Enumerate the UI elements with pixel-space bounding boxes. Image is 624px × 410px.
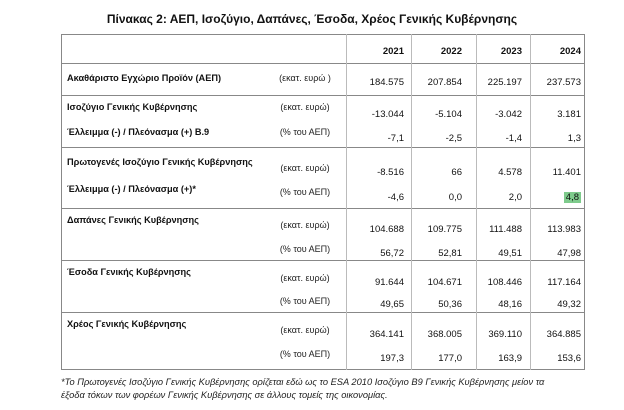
row-unit: (εκατ. ευρώ)	[280, 220, 330, 230]
row-label: Χρέος Γενικής Κυβέρνησης	[67, 319, 187, 329]
year-header: 2024	[559, 46, 581, 57]
divider	[61, 208, 585, 209]
row-unit: (εκατ. ευρώ)	[280, 102, 330, 112]
table-cell: 91.644	[374, 277, 404, 288]
table-cell: 117.164	[547, 277, 581, 288]
row-unit: (εκατ. ευρώ )	[279, 73, 331, 83]
row-unit: (% του ΑΕΠ)	[279, 349, 331, 359]
footnote-line: έξοδα τόκων των φορέων Γενικής Κυβέρνησης σε άλλους τομείς της οικονομίας.	[61, 390, 388, 400]
row-unit: (% του ΑΕΠ)	[279, 187, 331, 197]
table-cell: 237.573	[546, 77, 581, 88]
divider	[61, 63, 585, 64]
table-cell: 48,16	[498, 299, 522, 310]
table-cell: 50,36	[438, 299, 462, 310]
table-title: Πίνακας 2: ΑΕΠ, Ισοζύγιο, Δαπάνες, Έσοδα, Χρέος Γενικής Κυβέρνησης	[106, 12, 518, 26]
table-cell: 369.110	[488, 329, 522, 340]
table-cell: 108.446	[487, 277, 522, 288]
row-label: Έλλειμμα (-) / Πλεόνασμα (+) Β.9	[67, 127, 210, 137]
table-cell: 104.671	[427, 277, 462, 288]
table-cell: 197,3	[380, 353, 404, 364]
row-unit: (% του ΑΕΠ)	[279, 244, 331, 254]
year-header: 2022	[440, 46, 462, 57]
table-cell: 109.775	[427, 224, 462, 235]
table-cell: 2,0	[508, 192, 522, 203]
highlight-mark: 4,8	[565, 192, 579, 203]
footnote-line: *Το Πρωτογενές Ισοζύγιο Γενικής Κυβέρνησης ορίζεται εδώ ως το ESA 2010 Ισοζύγιο Β9 Γενικής Κυβέρνησης μείον τα	[61, 377, 545, 387]
footnote	[61, 376, 601, 402]
divider	[61, 147, 585, 148]
table-cell: 56,72	[380, 248, 404, 259]
table-cell: 368.005	[427, 329, 462, 340]
table-cell: 11.401	[552, 167, 581, 178]
row-unit: (% του ΑΕΠ)	[279, 296, 331, 306]
row-label: Δαπάνες Γενικής Κυβέρνησης	[67, 215, 199, 225]
table-cell: 49,51	[498, 248, 522, 259]
table-cell: 364.141	[369, 329, 404, 340]
table-cell: -4,6	[387, 192, 404, 203]
table-cell: 52,81	[438, 248, 462, 259]
year-header: 2023	[500, 46, 522, 57]
row-label: Πρωτογενές Ισοζύγιο Γενικής Κυβέρνησης	[67, 157, 253, 167]
row-unit: (εκατ. ευρώ)	[280, 273, 330, 283]
table-cell-highlighted	[521, 192, 581, 204]
row-unit: (% του ΑΕΠ)	[279, 127, 331, 137]
table-cell: 3.181	[557, 109, 581, 120]
divider	[61, 95, 585, 96]
table-cell: 49,65	[380, 299, 404, 310]
table-cell: -1,4	[505, 133, 522, 144]
table-cell: 47,98	[557, 248, 581, 259]
table-cell: 184.575	[369, 77, 404, 88]
table-cell: -7,1	[387, 133, 404, 144]
table-cell: -3.042	[495, 109, 522, 120]
table-cell: -2,5	[445, 133, 462, 144]
table-cell: 104.688	[369, 224, 404, 235]
table-cell: -13.044	[371, 109, 404, 120]
table-cell: 1,3	[567, 133, 581, 144]
year-header: 2021	[382, 46, 404, 57]
table-cell: 163,9	[498, 353, 522, 364]
divider	[61, 312, 585, 313]
table-cell: -8.516	[377, 167, 404, 178]
row-label: Ισοζύγιο Γενικής Κυβέρνησης	[67, 102, 198, 112]
table-cell: 364.885	[546, 329, 581, 340]
table-cell: 111.488	[489, 224, 522, 235]
divider	[61, 260, 585, 261]
table-cell: 225.197	[487, 77, 522, 88]
table-cell: 207.854	[427, 77, 462, 88]
table-cell: 49,32	[557, 299, 581, 310]
row-label: Ακαθάριστο Εγχώριο Προϊόν (ΑΕΠ)	[67, 73, 222, 83]
table-cell: -5.104	[435, 109, 462, 120]
row-unit: (εκατ. ευρώ)	[280, 163, 330, 173]
table-cell: 177,0	[438, 353, 462, 364]
table-cell: 113.983	[547, 224, 581, 235]
row-label: Έλλειμμα (-) / Πλεόνασμα (+)*	[67, 184, 196, 194]
table-cell: 0,0	[448, 192, 462, 203]
table-cell: 153,6	[557, 353, 581, 364]
row-unit: (εκατ. ευρώ)	[280, 325, 330, 335]
table-cell: 4.578	[498, 167, 522, 178]
table-cell: 66	[451, 167, 462, 178]
row-label: Έσοδα Γενικής Κυβέρνησης	[67, 267, 191, 277]
